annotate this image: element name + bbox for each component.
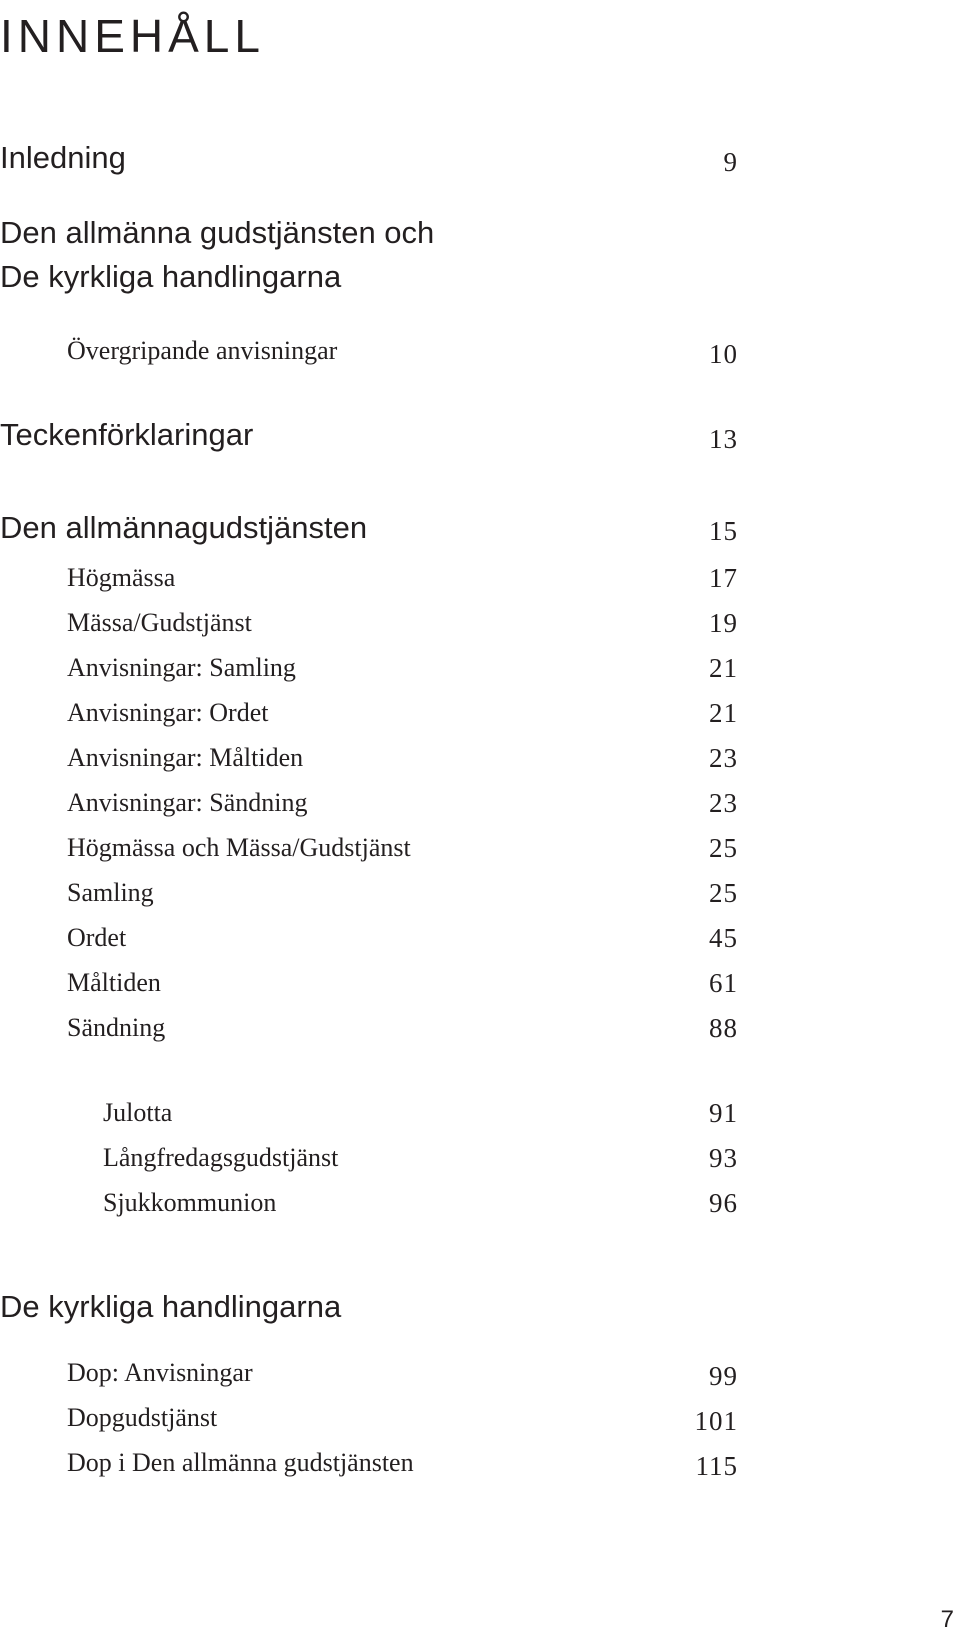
page-number-overgripande: 10 [709,339,738,369]
page-number-anvisningar-sandning: 23 [709,788,738,818]
toc-entry-sjukkommunion: Sjukkommunion [103,1188,277,1217]
page-number-massa-gudstjanst: 19 [709,608,738,638]
page-number-teckenforklaringar: 13 [709,424,738,454]
page-number-allmannagudstjansten: 15 [709,516,738,546]
toc-entry-ordet: Ordet [67,923,127,952]
toc-entry-julotta: Julotta [103,1098,173,1127]
toc-entry-allmannagudstjansten: Den allmännagudstjänsten [0,510,368,545]
page-number-sandning: 88 [709,1013,738,1043]
toc-entry-teckenforklaringar: Teckenförklaringar [0,417,254,452]
toc-entry-anvisningar-ordet: Anvisningar: Ordet [67,698,269,727]
toc-entry-sandning: Sändning [67,1013,166,1042]
page-number-anvisningar-maltiden: 23 [709,743,738,773]
toc-section-heading-kyrkliga-handlingarna: De kyrkliga handlingarna [0,1289,342,1324]
page-number-maltiden: 61 [709,968,738,998]
toc-entry-overgripande: Övergripande anvisningar [67,336,338,365]
page-number-hogmassa: 17 [709,563,738,593]
toc-entry-anvisningar-maltiden: Anvisningar: Måltiden [67,743,304,772]
toc-section-heading-line1: Den allmänna gudstjänsten och [0,215,435,250]
toc-entry-maltiden: Måltiden [67,968,161,997]
page-title: INNEHÅLL [0,10,265,62]
page-number-inledning: 9 [723,147,738,177]
toc-entry-langfredagsgudstjanst: Långfredagsgudstjänst [103,1143,339,1172]
page-number-dopgudstjanst: 101 [694,1406,738,1436]
toc-entry-dop-anvisningar: Dop: Anvisningar [67,1358,253,1387]
toc-entry-massa-gudstjanst: Mässa/Gudstjänst [67,608,252,637]
toc-section-heading-line2: De kyrkliga handlingarna [0,259,342,294]
page-folio: 7 [940,1606,954,1633]
page-number-anvisningar-samling: 21 [709,653,738,683]
toc-entry-anvisningar-sandning: Anvisningar: Sändning [67,788,308,817]
page-number-hogmassa-och-massa: 25 [709,833,738,863]
toc-entry-dopgudstjanst: Dopgudstjänst [67,1403,218,1432]
page-number-samling: 25 [709,878,738,908]
page-number-ordet: 45 [709,923,738,953]
page-number-sjukkommunion: 96 [709,1188,738,1218]
page-number-anvisningar-ordet: 21 [709,698,738,728]
page-number-dop-anvisningar: 99 [709,1361,738,1391]
toc-entry-inledning: Inledning [0,140,126,175]
toc-entry-hogmassa: Högmässa [67,563,176,592]
toc-entry-hogmassa-och-massa: Högmässa och Mässa/Gudstjänst [67,833,411,862]
page-number-dop-i-allmanna: 115 [695,1451,738,1481]
page-number-julotta: 91 [709,1098,738,1128]
toc-entry-samling: Samling [67,878,154,907]
toc-entry-dop-i-allmanna: Dop i Den allmänna gudstjänsten [67,1448,414,1477]
toc-entry-anvisningar-samling: Anvisningar: Samling [67,653,296,682]
page-number-langfredagsgudstjanst: 93 [709,1143,738,1173]
